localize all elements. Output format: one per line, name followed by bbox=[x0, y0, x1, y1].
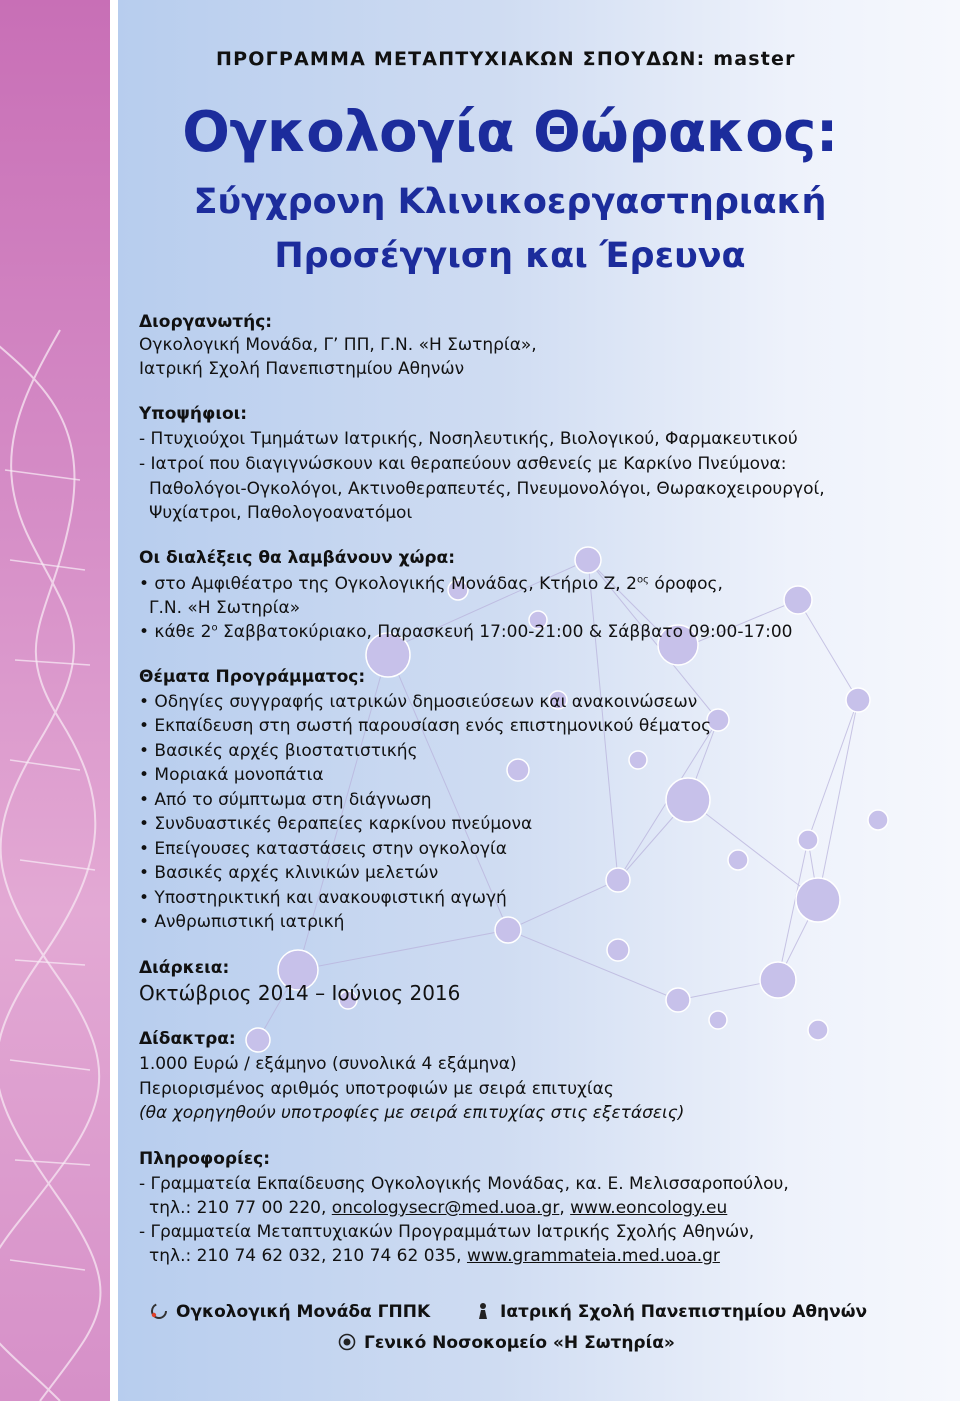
fees-heading: Δίδακτρα: bbox=[139, 1029, 236, 1049]
candidates-heading: Υποψήφιοι: bbox=[139, 404, 248, 424]
venue-line-1-sup: ος bbox=[636, 574, 649, 586]
venue-line-1-tail: όροφος, bbox=[648, 574, 723, 594]
topic-item: • Οδηγίες συγγραφής ιατρικών δημοσιεύσεων και ανακοινώσεων bbox=[139, 692, 698, 712]
candidates-line: Ψυχίατροι, Παθολογοανατόμοι bbox=[149, 503, 413, 523]
info-heading: Πληροφορίες: bbox=[139, 1149, 271, 1169]
program-kicker: ΠΡΟΓΡΑΜΜΑ ΜΕΤΑΠΤΥΧΙΑΚΩΝ ΣΠΟΥΔΩΝ: master bbox=[216, 48, 796, 70]
topic-item: • Από το σύμπτωμα στη διάγνωση bbox=[139, 790, 432, 810]
topic-item: • Υποστηρικτική και ανακουφιστική αγωγή bbox=[139, 888, 507, 908]
info-line-contact-1 bbox=[149, 1198, 727, 1218]
topic-item: • Συνδυαστικές θεραπείες καρκίνου πνεύμονα bbox=[139, 814, 533, 834]
candidates-line: - Ιατροί που διαγιγνώσκουν και θεραπεύουν ασθενείς με Καρκίνο Πνεύμονα: bbox=[139, 454, 787, 474]
organizer-line: Ογκολογική Μονάδα, Γ’ ΠΠ, Γ.Ν. «Η Σωτηρία», bbox=[139, 335, 537, 355]
venue-line-2: Γ.Ν. «Η Σωτηρία» bbox=[149, 598, 301, 618]
info-line: - Γραμματεία Εκπαίδευσης Ογκολογικής Μονάδας, κα. Ε. Μελισσαροπούλου, bbox=[139, 1174, 789, 1194]
organizer-heading: Διοργανωτής: bbox=[139, 312, 273, 332]
topic-item: • Εκπαίδευση στη σωστή παρουσίαση ενός επιστημονικού θέματος bbox=[139, 716, 712, 736]
info-phone-1: τηλ.: 210 77 00 220, bbox=[149, 1198, 332, 1218]
page-subtitle-line2: Προσέγγιση και Έρευνα bbox=[274, 236, 746, 276]
footer-org-oncology bbox=[150, 1302, 430, 1322]
footer-org-2-label: Ιατρική Σχολή Πανεπιστημίου Αθηνών bbox=[500, 1302, 868, 1322]
info-line-contact-2 bbox=[149, 1246, 720, 1266]
eoncology-link[interactable]: www.eoncology.eu bbox=[570, 1198, 728, 1218]
footer-org-medical-school bbox=[474, 1302, 867, 1322]
email-link[interactable]: oncologysecr@med.uoa.gr bbox=[331, 1198, 560, 1218]
venue-line-3-tail: Σαββατοκύριακο, Παρασκευή 17:00-21:00 & Σάββατο 09:00-17:00 bbox=[217, 622, 793, 642]
footer-org-hospital bbox=[338, 1333, 675, 1353]
topic-item: • Επείγουσες καταστάσεις στην ογκολογία bbox=[139, 839, 508, 859]
topic-item: • Βασικές αρχές βιοστατιστικής bbox=[139, 741, 418, 761]
page-subtitle-line1: Σύγχρονη Κλινικοεργαστηριακή bbox=[193, 182, 827, 222]
page-title: Ογκολογία Θώρακος: bbox=[182, 100, 838, 165]
grammateia-link[interactable]: www.grammateia.med.uoa.gr bbox=[466, 1246, 720, 1266]
footer-org-3-label: Γενικό Νοσοκομείο «Η Σωτηρία» bbox=[364, 1333, 675, 1353]
venue-line-3-sup: ο bbox=[211, 622, 218, 634]
candidates-line: - Πτυχιούχοι Τμημάτων Ιατρικής, Νοσηλευτικής, Βιολογικού, Φαρμακευτικού bbox=[139, 429, 798, 449]
venue-line-1-text: • στο Αμφιθέατρο της Ογκολογικής Μονάδας, Κτήριο Ζ, 2 bbox=[139, 574, 637, 594]
candidates-line: Παθολόγοι-Ογκολόγοι, Ακτινοθεραπευτές, Πνευμονολόγοι, Θωρακοχειρουργοί, bbox=[149, 479, 825, 499]
oncology-unit-logo-icon bbox=[150, 1302, 168, 1320]
topic-item: • Μοριακά μονοπάτια bbox=[139, 765, 324, 785]
duration-heading: Διάρκεια: bbox=[139, 958, 230, 978]
medical-school-logo-icon bbox=[474, 1302, 492, 1320]
venue-heading: Οι διαλέξεις θα λαμβάνουν χώρα: bbox=[139, 548, 456, 568]
organizer-line: Ιατρική Σχολή Πανεπιστημίου Αθηνών bbox=[139, 359, 465, 379]
duration-value: Οκτώβριος 2014 – Ιούνιος 2016 bbox=[139, 981, 461, 1005]
separator: , bbox=[559, 1198, 571, 1218]
venue-line-1 bbox=[139, 574, 723, 594]
topic-item: • Βασικές αρχές κλινικών μελετών bbox=[139, 863, 439, 883]
fees-line: Περιορισμένος αριθμός υποτροφιών με σειρά επιτυχίας bbox=[139, 1079, 614, 1099]
fees-note: (θα χορηγηθούν υποτροφίες με σειρά επιτυχίας στις εξετάσεις) bbox=[139, 1103, 685, 1123]
footer-org-1-label: Ογκολογική Μονάδα ΓΠΠΚ bbox=[176, 1302, 431, 1322]
hospital-logo-icon bbox=[338, 1333, 356, 1351]
topics-heading: Θέματα Προγράμματος: bbox=[139, 667, 366, 687]
info-phone-2: τηλ.: 210 74 62 032, 210 74 62 035, bbox=[149, 1246, 467, 1266]
venue-line-3-text: • κάθε 2 bbox=[139, 622, 212, 642]
venue-line-3 bbox=[139, 622, 793, 642]
info-line: - Γραμματεία Μεταπτυχιακών Προγραμμάτων Ιατρικής Σχολής Αθηνών, bbox=[139, 1222, 755, 1242]
topic-item: • Ανθρωπιστική ιατρική bbox=[139, 912, 345, 932]
fees-line: 1.000 Ευρώ / εξάμηνο (συνολικά 4 εξάμηνα) bbox=[139, 1054, 517, 1074]
